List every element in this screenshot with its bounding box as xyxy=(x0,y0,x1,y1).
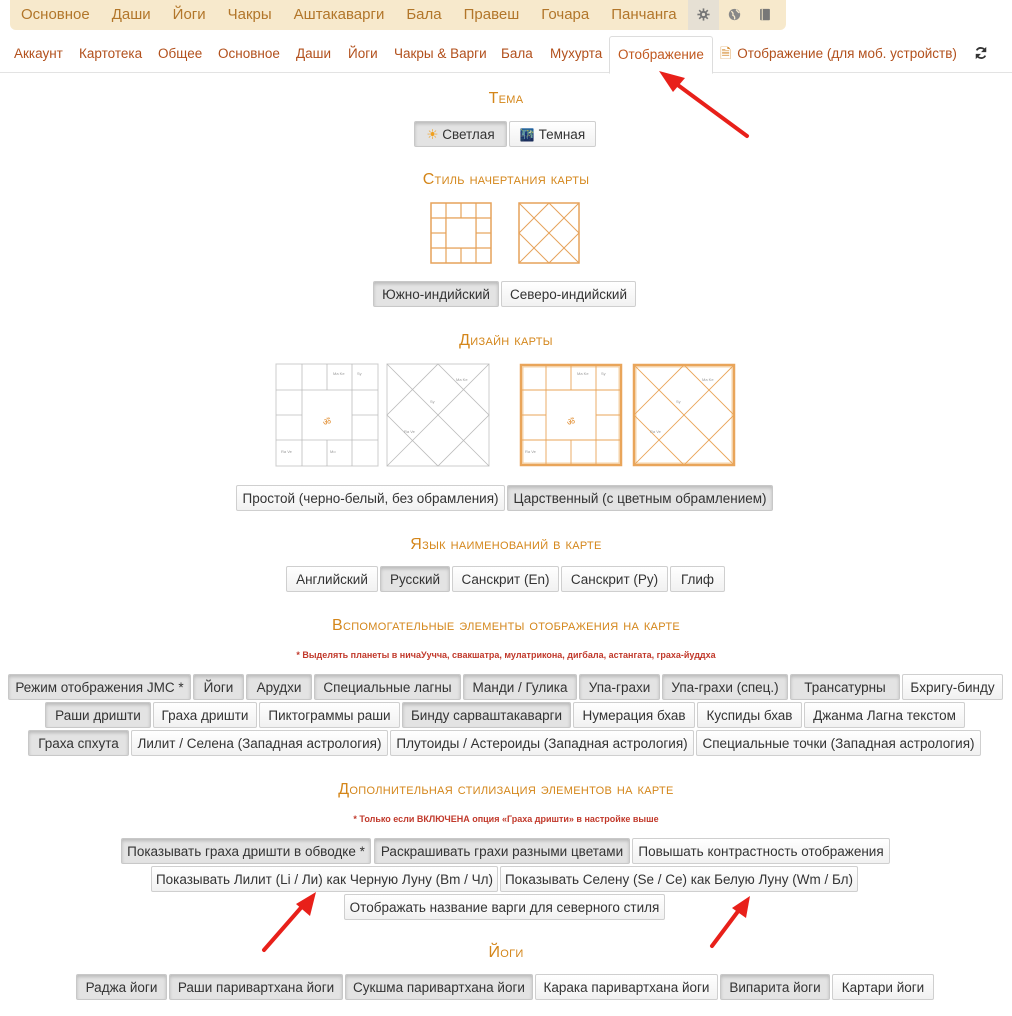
aux-lilith-selena-button[interactable]: Лилит / Селена (Западная астрология) xyxy=(131,730,388,756)
lang-sanskrit-ru-button[interactable]: Санскрит (Ру) xyxy=(561,566,668,592)
aux-jmc-mode-button[interactable]: Режим отображения JMC * xyxy=(8,674,191,700)
aux-bhava-cusps-button[interactable]: Куспиды бхав xyxy=(697,702,802,728)
refresh-icon[interactable] xyxy=(974,46,988,60)
svg-text:Ma Ke: Ma Ke xyxy=(577,371,589,376)
settings-tab-bar xyxy=(0,36,1012,73)
red-arrow-annotation xyxy=(706,894,754,950)
tab-osnovnoe[interactable]: Основное xyxy=(218,46,280,61)
aux-heading: Вспомогательные элементы отображения на карте xyxy=(332,617,680,634)
aux-bhrigu-bindu-button[interactable]: Бхригу-бинду xyxy=(902,674,1003,700)
aux-special-points-button[interactable]: Специальные точки (Западная астрология) xyxy=(696,730,981,756)
red-arrow-annotation xyxy=(258,890,320,956)
yoga-kartari-button[interactable]: Картари йоги xyxy=(832,974,934,1000)
tab-muhurta[interactable]: Мухурта xyxy=(550,46,603,61)
tab-account[interactable]: Аккаунт xyxy=(14,46,63,61)
theme-dark-label: Темная xyxy=(538,127,586,142)
svg-text:ॐ: ॐ xyxy=(322,417,332,427)
svg-text:Ra Ve: Ra Ve xyxy=(281,449,292,454)
aux-rashi-drishti-button[interactable]: Раши дришти xyxy=(45,702,151,728)
simple-south-chart-preview[interactable] xyxy=(275,363,379,467)
top-tab-chakry[interactable]: Чакры xyxy=(227,6,272,23)
top-tab-ashtakavargi[interactable]: Аштакаварги xyxy=(293,6,385,23)
tab-otobrazhenie-mobile-label: Отображение (для моб. устройств) xyxy=(737,46,957,61)
red-arrow-annotation xyxy=(655,68,755,143)
extra-heading: Дополнительная стилизация элементов на карте xyxy=(338,781,674,798)
aux-mandi-gulika-button[interactable]: Манди / Гулика xyxy=(463,674,577,700)
top-tab-pravesh[interactable]: Правеш xyxy=(463,6,520,23)
svg-text:Ra Ve: Ra Ve xyxy=(650,429,661,434)
aux-graha-drishti-button[interactable]: Граха дришти xyxy=(153,702,257,728)
svg-text:Ra Ve: Ra Ve xyxy=(525,449,536,454)
tab-dashi[interactable]: Даши xyxy=(296,46,332,61)
aux-janma-lagna-text-button[interactable]: Джанма Лагна текстом xyxy=(804,702,965,728)
top-tab-yogi[interactable]: Йоги xyxy=(172,6,206,23)
theme-light-button[interactable] xyxy=(414,121,507,147)
svg-text:Sy: Sy xyxy=(676,399,681,404)
tab-yogi[interactable]: Йоги xyxy=(348,46,378,61)
extra-varga-name-north-button[interactable]: Отображать название варги для северного стиля xyxy=(344,894,665,920)
svg-text:Ra Ve: Ra Ve xyxy=(404,429,415,434)
mobile-display-icon: 🗎 xyxy=(720,45,732,61)
top-tab-panchanga[interactable]: Панчанга xyxy=(611,6,677,23)
extra-lilith-black-moon-button[interactable]: Показывать Лилит (Li / Ли) как Черную Луну (Bm / Чл) xyxy=(151,866,498,892)
simple-north-chart-preview[interactable] xyxy=(386,363,490,467)
sun-icon: ☀ xyxy=(426,127,439,142)
lang-sanskrit-en-button[interactable]: Санскрит (En) xyxy=(452,566,559,592)
tab-otobrazhenie[interactable]: Отображение xyxy=(609,36,713,74)
top-tab-bala[interactable]: Бала xyxy=(406,6,442,23)
extra-color-grahas-button[interactable]: Раскрашивать грахи разными цветами xyxy=(374,838,630,864)
svg-text:Ma Ke: Ma Ke xyxy=(333,371,345,376)
aux-upagrahi-special-button[interactable]: Упа-грахи (спец.) xyxy=(662,674,788,700)
theme-heading: Тема xyxy=(488,90,524,107)
royal-south-chart-preview[interactable] xyxy=(519,363,623,467)
svg-text:Mo: Mo xyxy=(330,449,336,454)
lang-english-button[interactable]: Английский xyxy=(286,566,378,592)
top-tab-osnovnoe[interactable]: Основное xyxy=(21,6,90,23)
lang-russian-button[interactable]: Русский xyxy=(380,566,450,592)
extra-drishti-outline-button[interactable]: Показывать граха дришти в обводке * xyxy=(121,838,371,864)
gear-icon xyxy=(697,8,710,21)
aux-yogi-button[interactable]: Йоги xyxy=(193,674,244,700)
tab-kartoteka[interactable]: Картотека xyxy=(79,46,143,61)
aux-special-lagnas-button[interactable]: Специальные лагны xyxy=(314,674,461,700)
top-tab-book[interactable] xyxy=(750,0,780,30)
night-city-icon: 🌃 xyxy=(519,128,535,142)
svg-text:Ma Ke: Ma Ke xyxy=(702,377,714,382)
extra-selena-white-moon-button[interactable]: Показывать Селену (Se / Се) как Белую Луну (Wm / Бл) xyxy=(500,866,858,892)
svg-text:Sy: Sy xyxy=(357,371,362,376)
aux-rashi-pictograms-button[interactable]: Пиктограммы раши xyxy=(259,702,400,728)
top-tab-settings[interactable] xyxy=(688,0,719,30)
aux-graha-sphuta-button[interactable]: Граха спхута xyxy=(28,730,129,756)
book-icon xyxy=(759,8,771,21)
extra-contrast-button[interactable]: Повышать контрастность отображения xyxy=(632,838,890,864)
design-simple-button[interactable]: Простой (черно-белый, без обрамления) xyxy=(236,485,505,511)
aux-plutoids-asteroids-button[interactable]: Плутоиды / Астероиды (Западная астрология) xyxy=(390,730,694,756)
aux-note: * Выделять планеты в ничаУучча, свакшатра, мулатрикона, дигбала, астангата, граха-йуддха xyxy=(296,650,716,660)
yogas-heading: Йоги xyxy=(488,944,524,961)
globe-icon xyxy=(728,8,741,21)
svg-text:ॐ: ॐ xyxy=(566,417,576,427)
tab-bala[interactable]: Бала xyxy=(501,46,533,61)
south-indian-chart-icon[interactable] xyxy=(430,202,492,264)
yoga-karaka-parivartana-button[interactable]: Карака паривартхана йоги xyxy=(535,974,718,1000)
royal-north-chart-preview[interactable] xyxy=(632,363,736,467)
yoga-viparita-button[interactable]: Випарита йоги xyxy=(720,974,830,1000)
language-heading: Язык наименований в карте xyxy=(410,536,602,553)
top-tab-bar xyxy=(10,0,786,30)
yoga-sukshma-parivartana-button[interactable]: Сукшма паривартхана йоги xyxy=(345,974,533,1000)
yoga-rashi-parivartana-button[interactable]: Раши паривартхана йоги xyxy=(169,974,343,1000)
theme-light-label: Светлая xyxy=(442,127,495,142)
top-tab-gochara[interactable]: Гочара xyxy=(541,6,590,23)
south-indian-button[interactable]: Южно-индийский xyxy=(373,281,499,307)
extra-note: * Только если ВКЛЮЧЕНА опция «Граха дришти» в настройке выше xyxy=(353,814,659,824)
aux-bhava-numbering-button[interactable]: Нумерация бхав xyxy=(573,702,695,728)
top-tab-globe[interactable] xyxy=(719,0,750,30)
tab-obshchee[interactable]: Общее xyxy=(158,46,203,61)
design-royal-button[interactable]: Царственный (с цветным обрамлением) xyxy=(507,485,773,511)
svg-text:Sy: Sy xyxy=(601,371,606,376)
theme-dark-button[interactable] xyxy=(509,121,596,147)
aux-transaturns-button[interactable]: Трансатурны xyxy=(790,674,900,700)
aux-bindu-sarva-button[interactable]: Бинду сарваштакаварги xyxy=(402,702,571,728)
aux-upagrahi-button[interactable]: Упа-грахи xyxy=(579,674,660,700)
tab-chakry-vargi[interactable]: Чакры & Варги xyxy=(394,46,487,61)
chart-style-heading: Стиль начертания карты xyxy=(422,171,590,188)
north-indian-button[interactable]: Северо-индийский xyxy=(501,281,636,307)
chart-design-heading: Дизайн карты xyxy=(459,332,553,349)
yoga-raja-button[interactable]: Раджа йоги xyxy=(76,974,167,1000)
aux-arudhi-button[interactable]: Арудхи xyxy=(246,674,312,700)
tab-otobrazhenie-mobile[interactable] xyxy=(720,36,957,71)
lang-glyph-button[interactable]: Глиф xyxy=(670,566,725,592)
top-tab-dashi[interactable]: Даши xyxy=(111,6,151,23)
svg-text:Sy: Sy xyxy=(430,399,435,404)
svg-text:Ma Ke: Ma Ke xyxy=(456,377,468,382)
north-indian-chart-icon[interactable] xyxy=(518,202,580,264)
